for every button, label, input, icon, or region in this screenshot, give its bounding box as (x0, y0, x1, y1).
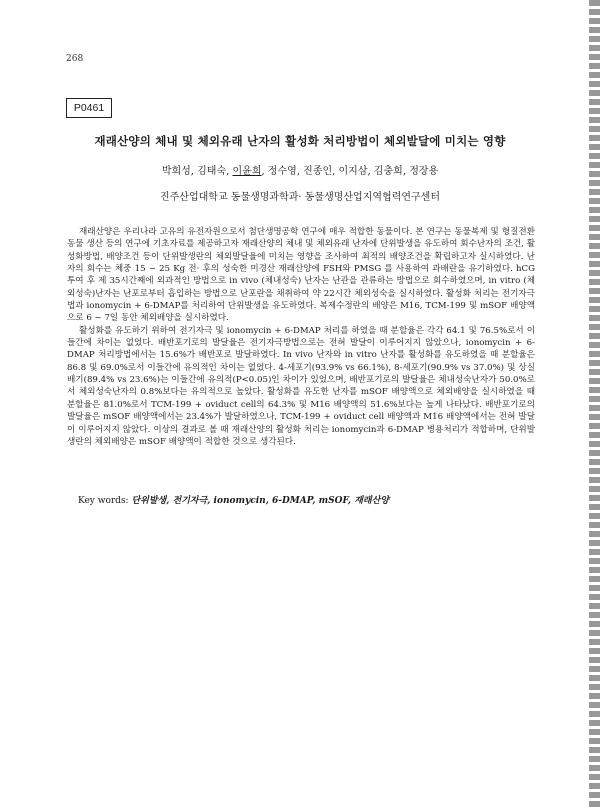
page-number: 268 (66, 54, 84, 64)
abstract-code-box: P0461 (66, 98, 112, 118)
author-list (40, 162, 560, 177)
keywords-label: Key words: (78, 496, 132, 506)
affiliation: 진주산업대학교 동물생명과학과· 동물생명산업지역협력연구센터 (159, 192, 441, 203)
keywords-list: 단위발생, 전기자극, ionomycin, 6-DMAP, mSOF, 재래산양 (131, 496, 389, 506)
abstract-paragraph-1: 재래산양은 우리나라 고유의 유전자원으로서 첨단생명공학 연구에 매우 적합한 동물이다. 본 연구는 동물복제 및 형질전환동물 생산 등의 연구에 기초자료를 제공하고자 재래산양의 체내 및 체외유래 난자에 단위발생을 유도하여 회수난자의 조건, 활성화방법, 배양조건 등이 단위발생란의 체외발달율에 미치는 영향을 조사하여 최적의 배양조건을 확립하고자 실시하였다. 난자의 회수는 체중 15 ~ 25 Kg 전· 후의 성숙한 미경산 재래산양에 FSH와 PMSG 를 사용하여 과배란을 유기하였다. hCG 투여 후 제 35시간째에 외과적인 방법으로 in vivo (체내성숙) 난자는 난관을 관류하는 방법으로 회수하였으며, in vitro (체외성숙)난자는 난포로부터 흡입하는 방법으로 난포란을 채취하여 약 22시간 체외성숙을 실시하였다. 활성화 처리는 전기자극법과 ionomycin + 6-DMAP를 처리하여 단위발생을 유도하였다. 복제수정란의 배양은 M16, TCM-199 및 mSOF 배양액으로 6 ~ 7일 동안 체외배양을 실시하였다. (67, 227, 535, 324)
authors-after: , 정수영, 진종인, 이지삼, 김충희, 정장용 (261, 166, 439, 177)
abstract-paragraph-2: 활성화를 유도하기 위하여 전기자극 및 ionomycin + 6-DMAP 처리를 하였을 때 분할율은 각각 64.1 및 76.5%로서 이들간에 차이는 없었다. 배반포기로의 발달율은 전기자극방법으로는 전혀 발달이 이루어지지 않았으나, ionomycin + 6-DMAP 처리방법에서는 15.6%가 배반포로 발달하였다. In vivo 난자와 in vitro 난자를 활성화를 유도하였을 때 분할율은 86.8 및 69.0%로서 이들간에 유의적인 차이는 없었다. 4-세포기(93.9% vs 66.1%), 8-세포기(90.9% vs 37.0%) 및 상실배기(89.4% vs 23.6%)는 이들간에 유의적(P<0.05)인 차이가 있었으며, 배반포기로의 발달율은 체내성숙난자가 50.0%로서 체외성숙난자의 0.8%보다는 유의적으로 높았다. 활성화를 유도한 난자를 mSOF 배양액으로 체외배양을 실시하였을 때 분할율은 81.0%로서 TCM-199 + oviduct cell의 64.3% 및 M16 배양액의 51.6%보다는 높게 나타났다. 배반포기로의 발달율은 mSOF 배양액에서는 23.4%가 발달하였으나, TCM-199 + oviduct cell 배양액과 M16 배양액에서는 전혀 발달이 이루어지지 않았다. 이상의 결과로 볼 때 재래산양의 활성화 처리는 ionomycin과 6-DMAP 병용처리가 적합하며, 단위발생란의 체외배양은 mSOF 배양액이 적합한 것으로 생각된다. (67, 325, 535, 447)
authors-before: 박희성, 김태숙, (161, 166, 233, 177)
abstract-body (67, 226, 535, 448)
scan-edge-mark (589, 0, 600, 810)
presenting-author: 이윤희 (232, 166, 262, 177)
keywords (78, 493, 548, 506)
paper-title: 재래산양의 체내 및 체외유래 난자의 활성화 처리방법이 체외발달에 미치는 영향 (94, 134, 506, 148)
